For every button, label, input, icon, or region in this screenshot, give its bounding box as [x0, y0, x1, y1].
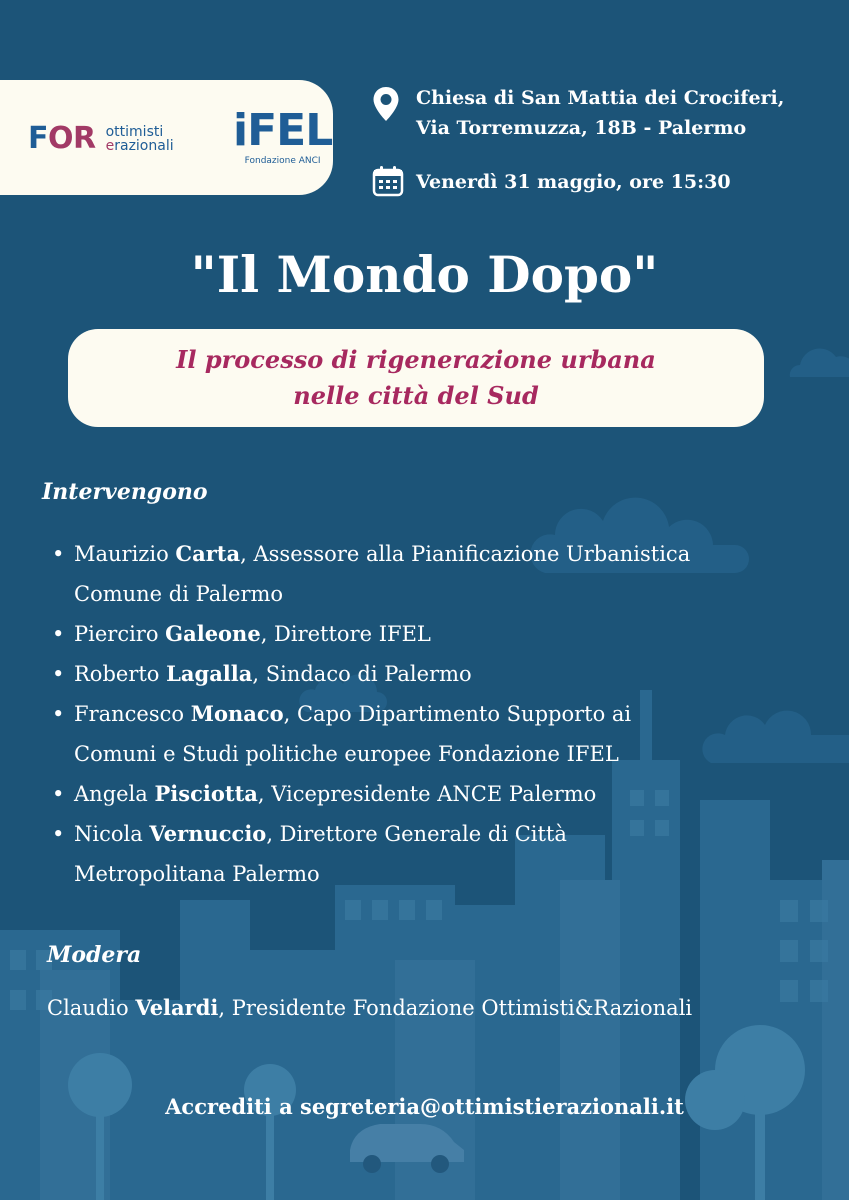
ifel-logo-mark: iFEL — [233, 105, 333, 156]
map-pin-icon — [372, 86, 400, 122]
speaker-item: • Angela Pisciotta, Vicepresidente ANCE Palermo — [50, 774, 810, 814]
accreditation-contact: Accrediti a segreteria@ottimistierazionali.it — [165, 1094, 684, 1119]
for-logo-mark: FOR — [28, 121, 96, 156]
speaker-item: • Pierciro Galeone, Direttore IFEL — [50, 614, 810, 654]
moderator-text: Claudio Velardi, Presidente Fondazione Ottimisti&Razionali — [47, 995, 693, 1020]
subtitle-line-1: Il processo di rigenerazione urbana — [176, 345, 656, 374]
speaker-item: • Roberto Lagalla, Sindaco di Palermo — [50, 654, 810, 694]
for-ottimisti-razionali-logo — [28, 121, 174, 156]
location-line-2: Via Torremuzza, 18B - Palermo — [416, 117, 747, 139]
speakers-heading: Intervengono — [42, 479, 208, 505]
ifel-logo-subtitle: Fondazione ANCI — [244, 156, 321, 166]
speaker-item: • Nicola Vernuccio, Direttore Generale di Città Metropolitana Palermo — [50, 814, 810, 894]
speakers-list — [50, 534, 810, 894]
date-text: Venerdì 31 maggio, ore 15:30 — [416, 171, 731, 193]
subtitle-line-2: nelle città del Sud — [293, 381, 539, 410]
event-title: "Il Mondo Dopo" — [190, 245, 659, 304]
for-logo-tagline: ottimisti erazionali — [105, 124, 174, 154]
moderator-heading: Modera — [47, 942, 142, 968]
event-location — [372, 83, 784, 143]
calendar-icon — [372, 165, 404, 197]
logo-card — [0, 80, 333, 195]
cloud-shape — [790, 349, 849, 377]
subtitle-card — [68, 329, 764, 427]
location-line-1: Chiesa di San Mattia dei Crociferi, — [416, 87, 785, 109]
ifel-logo — [233, 105, 333, 166]
speaker-item: • Francesco Monaco, Capo Dipartimento Supporto ai Comuni e Studi politiche europee Fondazione IFEL — [50, 694, 810, 774]
event-date — [372, 167, 731, 197]
speaker-item: • Maurizio Carta, Assessore alla Pianificazione Urbanistica Comune di Palermo — [50, 534, 810, 614]
